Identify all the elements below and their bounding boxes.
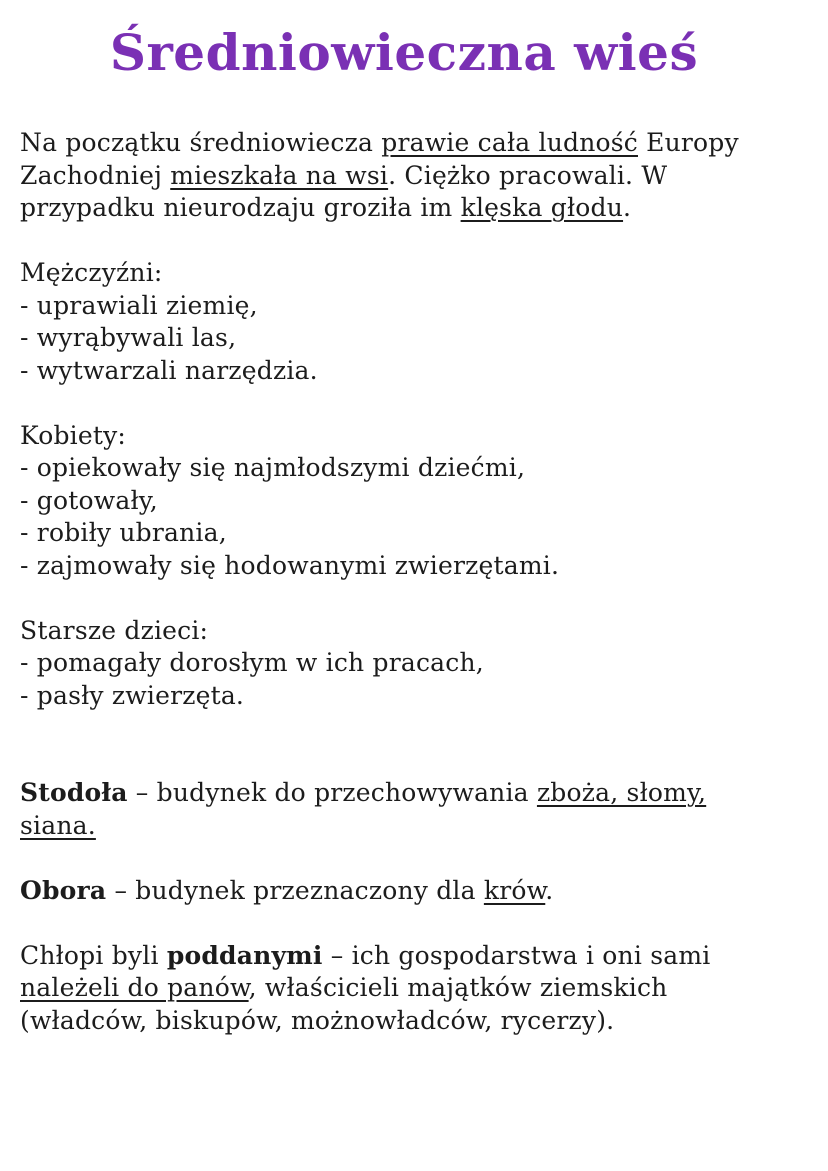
peasants-paragraph [20,940,788,1038]
cowshed-text-end: . [545,875,554,905]
intro-underline-3: klęska głodu [460,193,624,222]
intro-text-2: Europy Zachodniej [20,128,739,190]
cowshed-definition [20,875,788,908]
peasants-text-3: , właścicieli majątków ziemskich (władców, biskupów, możnowładców, rycerzy). [20,973,668,1035]
intro-text-3: . Ciężko pracowali. W przypadku nieurodzaju groziła im [20,160,668,222]
page-title: Średniowieczna wieś [109,23,699,82]
list-item: - wytwarzali narzędzia. [20,355,318,385]
list-item: - pasły zwierzęta. [20,680,245,710]
peasants-text-1: Chłopi byli [20,940,167,970]
men-section [20,257,788,387]
intro-text-1: Na początku średniowiecza [20,128,382,157]
women-heading: Kobiety: [20,420,127,450]
peasants-underline: należeli do panów [20,973,249,1002]
list-item: - zajmowały się hodowanymi zwierzętami. [20,550,560,580]
list-item: - uprawiali ziemię, [20,290,258,320]
list-item: - robiły ubrania, [20,518,227,547]
barn-definition [20,777,788,842]
children-section [20,615,788,713]
cowshed-text: – budynek przeznaczony dla [106,875,484,905]
peasants-bold: poddanymi [166,940,323,970]
peasants-text-2: – ich gospodarstwa i oni sami [322,940,711,970]
children-list [20,647,788,712]
women-section [20,420,788,583]
children-heading: Starsze dzieci: [20,615,209,645]
barn-term: Stodoła [20,778,128,807]
cowshed-term: Obora [20,875,107,905]
men-list [20,290,788,388]
list-item: - pomagały dorosłym w ich pracach, [20,648,484,677]
intro-paragraph [20,127,788,225]
list-item: - gotowały, [20,485,158,515]
men-heading: Mężczyźni: [20,258,163,287]
intro-underline-2: mieszkała na wsi [170,160,389,190]
list-item: - wyrąbywali las, [20,323,237,352]
list-item: - opiekowały się najmłodszymi dziećmi, [20,453,526,482]
intro-text-4: . [623,193,632,222]
women-list [20,452,788,582]
barn-text: – budynek do przechowywania [127,778,537,807]
cowshed-underline: krów [483,875,546,905]
barn-underline: zboża, słomy, siana. [20,778,707,840]
intro-underline-1: prawie cała ludność [381,128,638,157]
